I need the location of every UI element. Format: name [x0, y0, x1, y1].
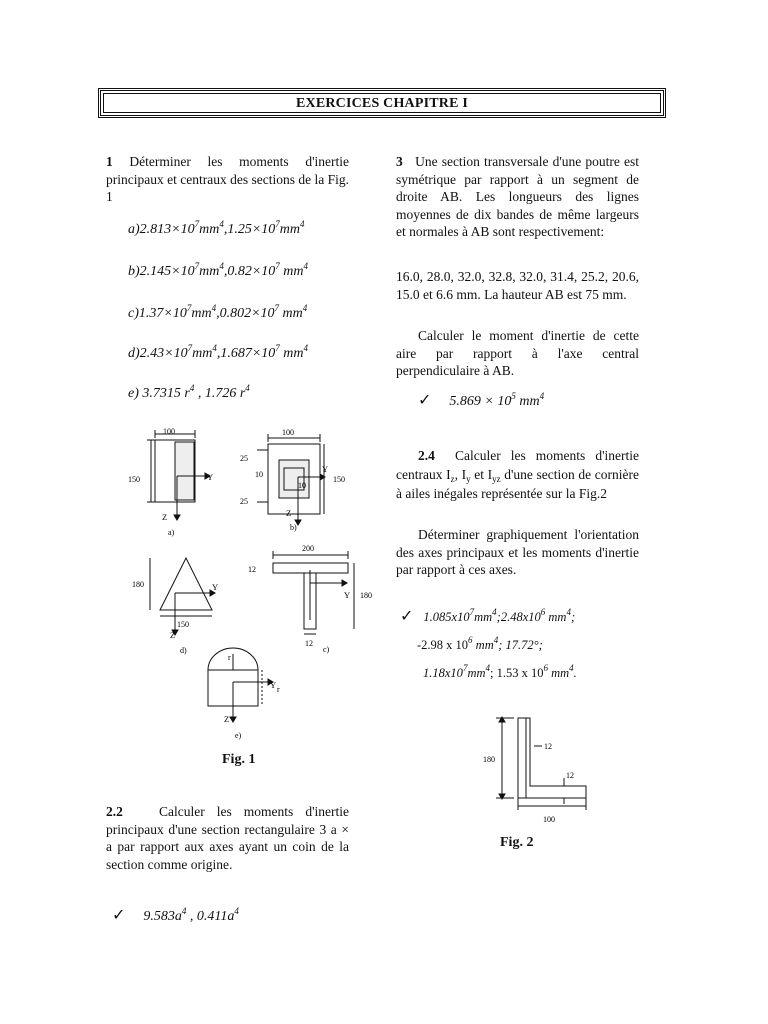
- fig1a-height: 150: [128, 475, 140, 484]
- exercise-2-4: 2.4 Calculer les moments d'inertie centraux $I_z$, $I_y$ et $I_{yz}$ d'une section de cornière à ailes inégales représentée sur la Fig.2: [396, 448, 639, 501]
- fig1c-y: Y: [344, 590, 351, 600]
- fig1a-y: Y: [207, 472, 214, 482]
- fig2-caption: Fig. 2: [500, 835, 534, 850]
- fig1b-d1: 25: [240, 454, 248, 463]
- fig1-section-c: [273, 551, 354, 634]
- fig1c-label: c): [323, 645, 330, 654]
- exercise-1: [106, 153, 349, 206]
- checkmark-icon: ✓: [400, 608, 414, 625]
- fig1e-label: e): [235, 731, 242, 740]
- checkmark-icon: ✓: [418, 392, 432, 409]
- exercise-2-2-number: 2.2: [106, 804, 123, 819]
- answer-1d: $d)2.43\times 10^7mm^4,1.687\times 10^7$ $mm^4$: [128, 343, 309, 361]
- fig1b-z: Z: [286, 508, 292, 518]
- fig1b-d3: 10: [298, 481, 306, 490]
- fig1c-height: 180: [360, 591, 372, 600]
- fig1c-t1: 12: [248, 565, 256, 574]
- exercise-1-text: Déterminer les moments d'inertie principaux et centraux des sections de la Fig. 1: [106, 154, 349, 204]
- fig1b-d4: 25: [240, 497, 248, 506]
- exercise-1-number: 1: [106, 154, 113, 169]
- figure-1: [120, 420, 370, 760]
- answer-2-4-line1: ✓ $1.085x10^7mm^4;2.48x10^6$ $mm^4$;: [400, 607, 576, 625]
- answer-2-4-line2: -2.98 x $10^6$ $mm^4$; 17.72°;: [417, 635, 543, 652]
- fig1d-label: d): [180, 646, 187, 655]
- answer-1a: $a)2.813\times 10^7mm^4,1.25\times 10^7mm^4$: [128, 219, 305, 237]
- fig1c-t2: 12: [305, 639, 313, 648]
- fig1c-width: 200: [302, 544, 314, 553]
- answer-3: ✓ $5.869 \times 10^5$ $mm^4$: [418, 391, 545, 409]
- fig1b-y: Y: [322, 464, 329, 474]
- fig1b-width: 100: [282, 428, 294, 437]
- fig1e-r: r: [228, 653, 231, 662]
- fig2-t1: 12: [544, 742, 552, 751]
- fig1d-height: 180: [132, 580, 144, 589]
- fig1d-y: Y: [212, 582, 219, 592]
- answer-1c: $c)1.37\times 10^7mm^4,0.802\times 10^7$ $mm^4$: [128, 303, 308, 321]
- exercise-2-2-text: Calculer les moments d'inertie principaux d'une section rectangulaire 3 a × a par rapport aux axes ayant un coin de la section comme origine.: [106, 804, 350, 872]
- fig1e-h: r: [277, 685, 280, 694]
- answer-1e: e) 3.7315 $r^4$ , 1.726 $r^4$: [128, 383, 250, 401]
- exercise-3-p3: Calculer le moment d'inertie de cette aire par rapport à l'axe central perpendiculaire à AB.: [396, 328, 639, 378]
- fig1-section-a: [147, 430, 210, 520]
- fig1b-d2: 10: [255, 470, 263, 479]
- fig1-caption: Fig. 1: [222, 752, 256, 767]
- checkmark-icon: ✓: [112, 907, 126, 924]
- answer-2-2: ✓ $9.583a^4$ , $0.411a^4$: [112, 906, 239, 924]
- fig2-t2: 12: [566, 771, 574, 780]
- exercise-2-4-p2: Déterminer graphiquement l'orientation des axes principaux et les moments d'inertie par rapport à ces axes.: [396, 527, 639, 577]
- answer-2-4-line3: $1.18x10^7mm^4$; 1.53 x $10^6$ $mm^4$.: [423, 663, 577, 680]
- fig1a-z: Z: [162, 512, 168, 522]
- fig1b-height: 150: [333, 475, 345, 484]
- fig1b-label: b): [290, 523, 297, 532]
- exercise-2-4-number: 2.4: [418, 448, 435, 463]
- exercise-2-2: [106, 803, 349, 873]
- answer-1b: $b)2.145\times 10^7mm^4,0.82\times 10^7$ $mm^4$: [128, 261, 309, 279]
- fig1a-width: 100: [163, 427, 175, 436]
- fig1-section-e: [208, 648, 273, 722]
- page-title: EXERCICES CHAPITRE I: [295, 96, 469, 111]
- exercise-3-p1: Une section transversale d'une poutre est symétrique par rapport à un segment de droite AB. Les longueurs des lignes moyennes de dix bandes de même largeurs et normales à AB sont respectivement:: [396, 154, 640, 239]
- fig2-height: 180: [483, 755, 495, 764]
- exercise-3-p2: 16.0, 28.0, 32.0, 32.8, 32.0, 31.4, 25.2, 20.6, 15.0 et 6.6 mm. La hauteur AB est 75 mm.: [396, 269, 639, 302]
- fig2-width: 100: [543, 815, 555, 824]
- fig1d-z: Z: [170, 630, 176, 640]
- fig1e-y: Y: [270, 680, 277, 690]
- fig1d-width: 150: [177, 620, 189, 629]
- title-box: [98, 88, 666, 118]
- exercise-3: [396, 153, 639, 241]
- fig1e-z: Z: [224, 714, 230, 724]
- fig1a-label: a): [168, 528, 175, 537]
- exercise-3-number: 3: [396, 154, 403, 169]
- figure-2: [480, 712, 600, 827]
